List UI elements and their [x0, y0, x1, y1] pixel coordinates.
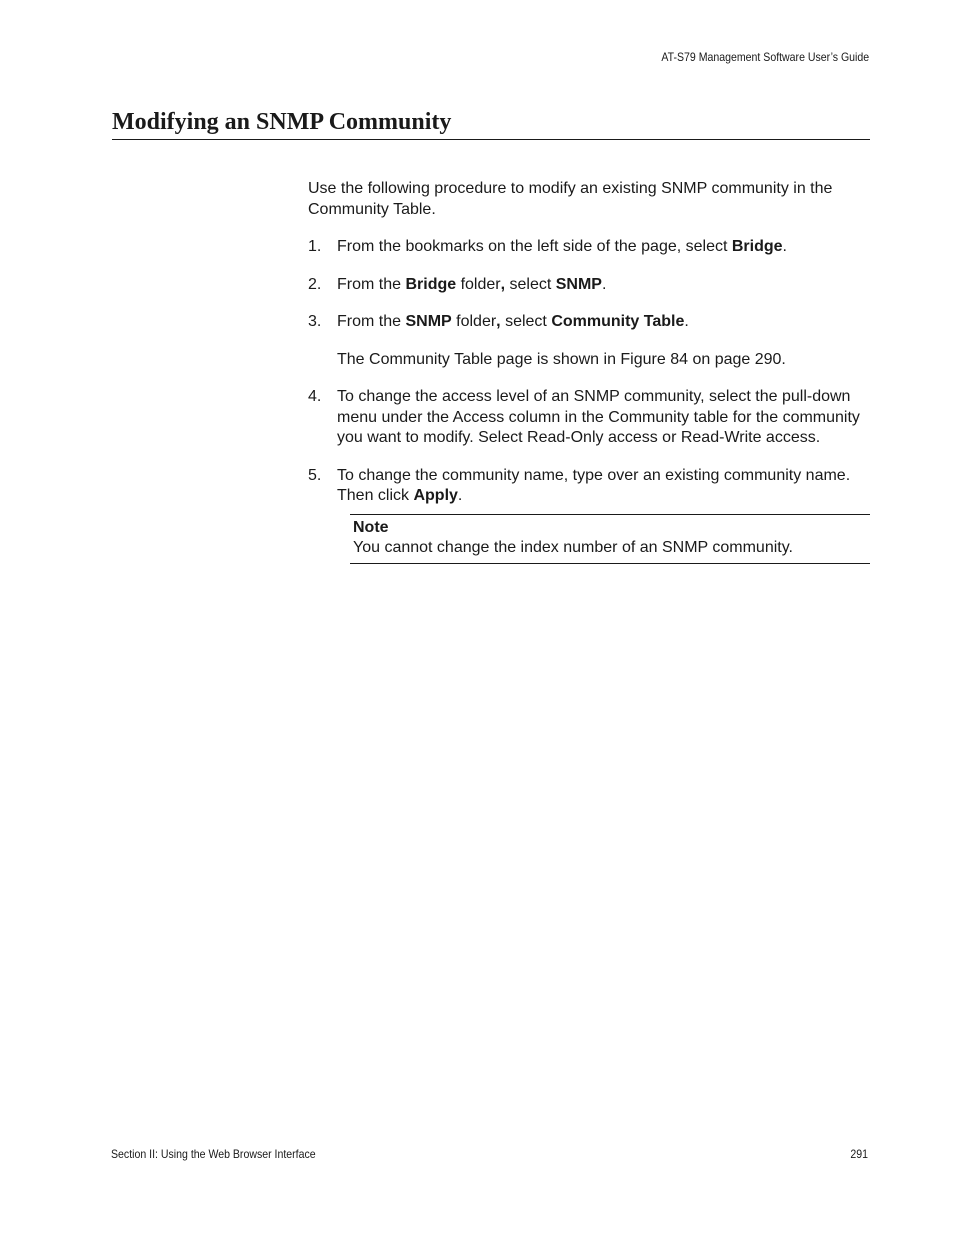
menu-snmp: SNMP [405, 313, 452, 330]
step-5 [308, 466, 870, 507]
step-text: To change the access level of an SNMP community, select the pull-down menu under the Access column in the Community table for the community you want to modify. Select Read-Only access or Read-Write access. [337, 388, 860, 446]
step-number: 1. [308, 238, 322, 255]
step-text-part: , [500, 275, 506, 293]
step-4 [308, 387, 870, 449]
step-3 [308, 312, 870, 333]
step-text [337, 466, 870, 507]
step-number: 5. [308, 466, 322, 484]
step-text [337, 275, 870, 296]
note-box [350, 514, 870, 564]
step-text-part: From the [337, 275, 406, 293]
step-number: 4. [308, 388, 322, 405]
step-2 [308, 275, 870, 296]
footer-page-number: 291 [850, 1147, 868, 1161]
title-block [112, 107, 870, 140]
step-text-part: folder [456, 275, 501, 293]
step-1 [308, 237, 870, 258]
step-text-part: select [500, 313, 552, 330]
apply-label: Apply [413, 487, 458, 504]
step-text-part: folder [451, 313, 497, 330]
page-title: Modifying an SNMP Community [112, 107, 870, 140]
step-text-part: select [505, 275, 556, 293]
running-header: AT-S79 Management Software User’s Guide [661, 50, 869, 64]
step-text-part: , [496, 313, 501, 330]
step-text-part: . [601, 275, 607, 293]
step-text-part: From the [337, 313, 406, 330]
note-text: You cannot change the index number of an SNMP community. [353, 539, 793, 556]
step-text-part: From the bookmarks on the left side of the page, select [337, 238, 732, 255]
step-text-part: . [684, 313, 689, 330]
intro-paragraph: Use the following procedure to modify an existing SNMP community in the Community Table. [308, 180, 833, 218]
body-content [308, 179, 870, 564]
step-text-part: To change the community name, type over an existing community name. Then click [337, 466, 851, 504]
step-text-part: . [457, 487, 463, 504]
step-text [337, 237, 870, 258]
menu-bridge: Bridge [405, 275, 457, 293]
step-number: 3. [308, 313, 322, 330]
note-label: Note [353, 518, 389, 536]
menu-bridge: Bridge [731, 238, 783, 255]
step-number: 2. [308, 275, 322, 293]
menu-snmp: SNMP [555, 275, 602, 293]
footer-section: Section II: Using the Web Browser Interface [111, 1147, 316, 1161]
step-text [337, 312, 870, 333]
step-3-result: The Community Table page is shown in Figure 84 on page 290. [337, 350, 786, 368]
step-text-part: . [782, 238, 787, 255]
menu-community-table: Community Table [551, 313, 685, 330]
